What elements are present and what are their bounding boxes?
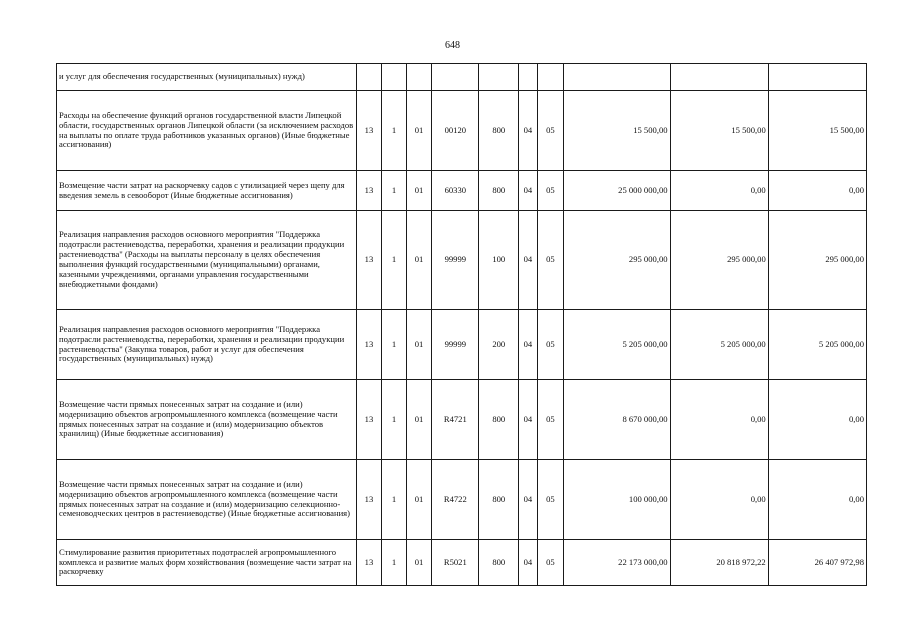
section-code-cell: 04: [519, 91, 537, 171]
direction-code-cell: 60330: [432, 171, 479, 211]
table-row: [57, 310, 867, 380]
subprogram-code-cell: 01: [406, 540, 432, 586]
subprogram-code-cell: 01: [406, 380, 432, 460]
section-code-cell: 04: [519, 211, 537, 310]
ministry-code-cell: 13: [356, 91, 382, 171]
budget-table: [56, 63, 867, 586]
ministry-code-cell: 13: [356, 211, 382, 310]
ministry-code-cell: 13: [356, 540, 382, 586]
amount-year3-cell: 0,00: [768, 171, 866, 211]
section-code-cell: 04: [519, 310, 537, 380]
ministry-code-cell: [356, 64, 382, 91]
direction-code-cell: R5021: [432, 540, 479, 586]
table-row: [57, 211, 867, 310]
amount-year1-cell: 25 000 000,00: [564, 171, 670, 211]
amount-year3-cell: 26 407 972,98: [768, 540, 866, 586]
amount-year1-cell: 5 205 000,00: [564, 310, 670, 380]
table-row: [57, 91, 867, 171]
table-row: [57, 460, 867, 540]
expense-type-code-cell: 200: [479, 310, 519, 380]
expense-name-cell: и услуг для обеспечения государственных (муниципальных) нужд): [57, 64, 357, 91]
subprogram-code-cell: 01: [406, 171, 432, 211]
amount-year2-cell: 0,00: [670, 380, 768, 460]
amount-year2-cell: 15 500,00: [670, 91, 768, 171]
amount-year2-cell: 295 000,00: [670, 211, 768, 310]
expense-type-code-cell: 800: [479, 171, 519, 211]
expense-type-code-cell: 800: [479, 460, 519, 540]
amount-year2-cell: [670, 64, 768, 91]
ministry-code-cell: 13: [356, 171, 382, 211]
amount-year1-cell: 295 000,00: [564, 211, 670, 310]
direction-code-cell: R4721: [432, 380, 479, 460]
page-number: 648: [445, 40, 460, 51]
expense-type-code-cell: 800: [479, 540, 519, 586]
subsection-code-cell: 05: [537, 171, 564, 211]
expense-name-cell: Возмещение части прямых понесенных затрат на создание и (или) модернизацию объектов агропромышленного комплекса (возмещение части прямых понесенных затрат на создание и (или) модернизацию объектов хранилищ) (Иные бюджетные ассигнования): [57, 380, 357, 460]
expense-type-code-cell: 100: [479, 211, 519, 310]
subsection-code-cell: 05: [537, 91, 564, 171]
subsection-code-cell: 05: [537, 460, 564, 540]
subprogram-code-cell: [406, 64, 432, 91]
amount-year3-cell: 15 500,00: [768, 91, 866, 171]
amount-year2-cell: 5 205 000,00: [670, 310, 768, 380]
subprogram-code-cell: 01: [406, 91, 432, 171]
table-row: [57, 380, 867, 460]
section-code-cell: 04: [519, 380, 537, 460]
section-code-cell: [519, 64, 537, 91]
direction-code-cell: 99999: [432, 310, 479, 380]
ministry-code-cell: 13: [356, 380, 382, 460]
subsection-code-cell: [537, 64, 564, 91]
amount-year1-cell: 8 670 000,00: [564, 380, 670, 460]
subsection-code-cell: 05: [537, 540, 564, 586]
expense-name-cell: Возмещение части прямых понесенных затрат на создание и (или) модернизацию объектов агропромышленного комплекса (возмещение части прямых понесенных затрат на создание и (или) модернизацию селекционно-семеноводческих центров в растениеводстве) (Иные бюджетные ассигнования): [57, 460, 357, 540]
amount-year3-cell: 295 000,00: [768, 211, 866, 310]
program-code-cell: [382, 64, 407, 91]
expense-name-cell: Реализация направления расходов основного мероприятия "Поддержка подотрасли растениеводства, переработки, хранения и реализации продукции растениеводства" (Закупка товаров, работ и услуг для обеспечения государственных (муниципальных) нужд): [57, 310, 357, 380]
expense-name-cell: Реализация направления расходов основного мероприятия "Поддержка подотрасли растениеводства, переработки, хранения и реализации продукции растениеводства" (Расходы на выплаты персоналу в целях обеспечения выполнения функций государственными (муниципальными) органами, казенными учреждениями, органами управления государственными внебюджетными фондами): [57, 211, 357, 310]
program-code-cell: 1: [382, 380, 407, 460]
program-code-cell: 1: [382, 211, 407, 310]
amount-year3-cell: 0,00: [768, 460, 866, 540]
amount-year3-cell: 0,00: [768, 380, 866, 460]
subsection-code-cell: 05: [537, 211, 564, 310]
section-code-cell: 04: [519, 540, 537, 586]
program-code-cell: 1: [382, 460, 407, 540]
direction-code-cell: 99999: [432, 211, 479, 310]
budget-table-body: [57, 64, 867, 586]
program-code-cell: 1: [382, 91, 407, 171]
subprogram-code-cell: 01: [406, 211, 432, 310]
table-row: [57, 64, 867, 91]
direction-code-cell: R4722: [432, 460, 479, 540]
ministry-code-cell: 13: [356, 460, 382, 540]
ministry-code-cell: 13: [356, 310, 382, 380]
subprogram-code-cell: 01: [406, 310, 432, 380]
amount-year3-cell: [768, 64, 866, 91]
program-code-cell: 1: [382, 171, 407, 211]
program-code-cell: 1: [382, 310, 407, 380]
amount-year3-cell: 5 205 000,00: [768, 310, 866, 380]
section-code-cell: 04: [519, 460, 537, 540]
expense-type-code-cell: [479, 64, 519, 91]
amount-year1-cell: 22 173 000,00: [564, 540, 670, 586]
subsection-code-cell: 05: [537, 380, 564, 460]
direction-code-cell: 00120: [432, 91, 479, 171]
amount-year1-cell: 15 500,00: [564, 91, 670, 171]
amount-year2-cell: 20 818 972,22: [670, 540, 768, 586]
amount-year1-cell: [564, 64, 670, 91]
section-code-cell: 04: [519, 171, 537, 211]
amount-year2-cell: 0,00: [670, 460, 768, 540]
expense-type-code-cell: 800: [479, 380, 519, 460]
program-code-cell: 1: [382, 540, 407, 586]
expense-type-code-cell: 800: [479, 91, 519, 171]
amount-year2-cell: 0,00: [670, 171, 768, 211]
amount-year1-cell: 100 000,00: [564, 460, 670, 540]
table-row: [57, 171, 867, 211]
subsection-code-cell: 05: [537, 310, 564, 380]
expense-name-cell: Расходы на обеспечение функций органов государственной власти Липецкой области, государственных органов Липецкой области (за исключением расходов на выплаты по оплате труда работников указанных органов) (Иные бюджетные ассигнования): [57, 91, 357, 171]
table-row: [57, 540, 867, 586]
expense-name-cell: Стимулирование развития приоритетных подотраслей агропромышленного комплекса и развитие малых форм хозяйствования (возмещение части затрат на раскорчевку: [57, 540, 357, 586]
direction-code-cell: [432, 64, 479, 91]
expense-name-cell: Возмещение части затрат на раскорчевку садов с утилизацией через щепу для введения земель в севооборот (Иные бюджетные ассигнования): [57, 171, 357, 211]
subprogram-code-cell: 01: [406, 460, 432, 540]
